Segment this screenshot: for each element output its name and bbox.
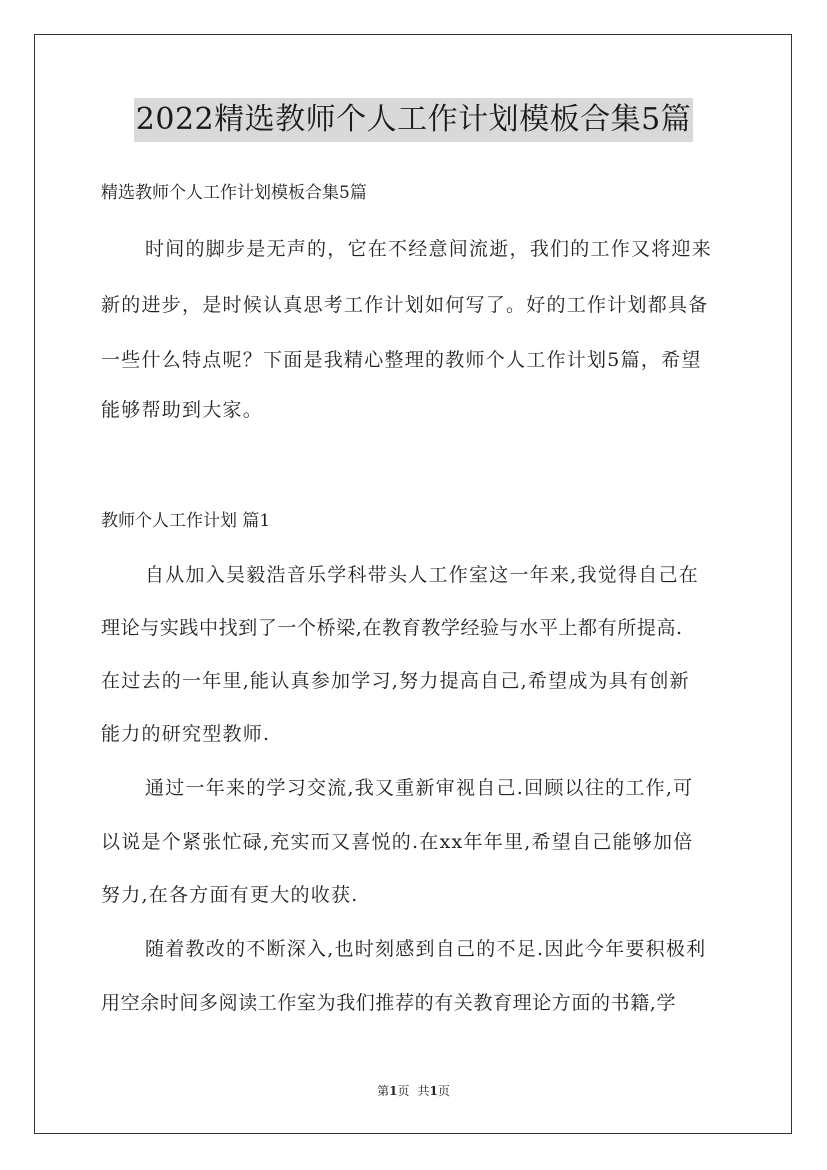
paragraph-line: 随着教改的不断深入,也时刻感到自己的不足.因此今年要积极利 (145, 938, 707, 960)
page-total-suffix: 页 (437, 1084, 450, 1098)
paragraph-line: 能力的研究型教师. (101, 723, 271, 745)
intro-line: 能够帮助到大家。 (101, 399, 264, 421)
intro-line: 时间的脚步是无声的，它在不经意间流逝，我们的工作又将迎来 (145, 238, 713, 260)
paragraph-line: 努力,在各方面有更大的收获. (101, 884, 359, 906)
paragraph-line: 通过一年来的学习交流,我又重新审视自己.回顾以往的工作,可 (145, 777, 694, 799)
page-footer (0, 1083, 827, 1099)
page-total-number: 1 (429, 1084, 438, 1098)
page-current-suffix: 页 (397, 1084, 410, 1098)
section-heading: 教师个人工作计划 篇1 (101, 511, 271, 531)
intro-line: 一些什么特点呢？下面是我精心整理的教师个人工作计划5篇，希望 (101, 349, 702, 371)
page-current-prefix: 第 (377, 1084, 390, 1098)
page-total-prefix: 共 (417, 1084, 430, 1098)
document-title: 2022精选教师个人工作计划模板合集5篇 (134, 98, 693, 142)
page-current-number: 1 (389, 1084, 398, 1098)
intro-line: 新的进步，是时候认真思考工作计划如何写了。好的工作计划都具备 (101, 294, 709, 316)
paragraph-line: 自从加入吴毅浩音乐学科带头人工作室这一年来,我觉得自己在 (145, 564, 700, 586)
title-wrapper (0, 98, 827, 142)
paragraph-line: 在过去的一年里,能认真参加学习,努力提高自己,希望成为具有创新 (101, 670, 690, 692)
document-subtitle: 精选教师个人工作计划模板合集5篇 (101, 183, 367, 203)
paragraph-line: 以说是个紧张忙碌,充实而又喜悦的.在xx年年里,希望自己能够加倍 (101, 831, 694, 853)
paragraph-line: 用空余时间多阅读工作室为我们推荐的有关教育理论方面的书籍,学 (101, 992, 677, 1014)
paragraph-line: 理论与实践中找到了一个桥梁,在教育教学经验与水平上都有所提高. (101, 617, 683, 639)
